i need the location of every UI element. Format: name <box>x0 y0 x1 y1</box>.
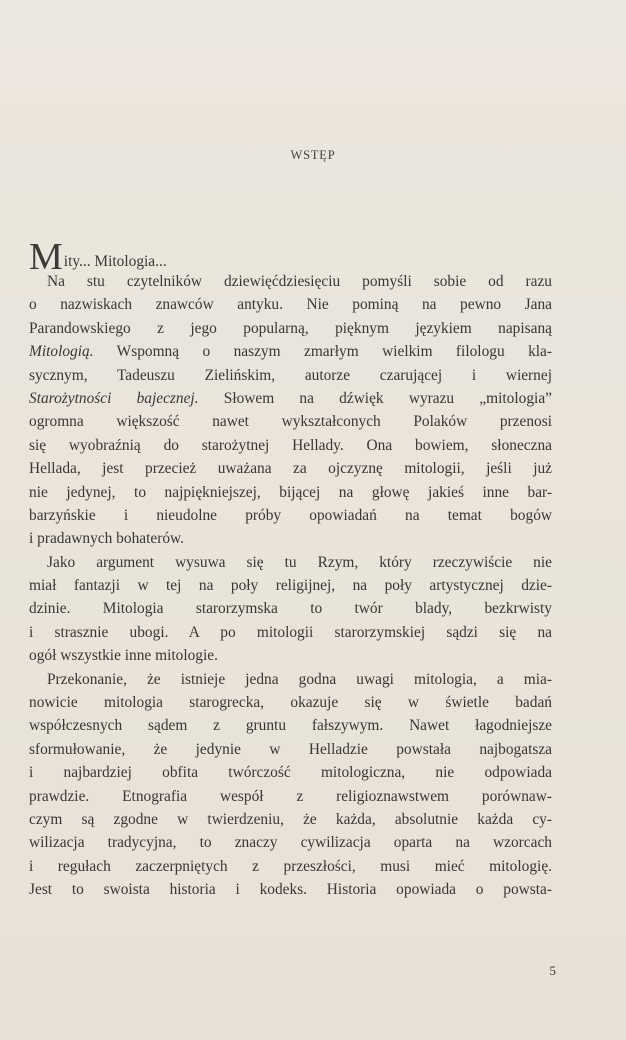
line-text: sycznym, Tadeuszu Zielińskim, autorze czarującej i wiernej <box>29 366 552 384</box>
text-line <box>29 738 552 761</box>
text-line <box>29 527 552 550</box>
page-number: 5 <box>549 963 556 978</box>
italic-title-text: Starożytności bajecznej. <box>29 389 199 407</box>
line-text: nie jedynej, to najpiękniejszej, bijącej na głowę jakieś inne bar- <box>29 483 552 501</box>
line-text: Słowem na dźwięk wyrazu „mitologia” <box>198 389 552 407</box>
line-text: się wyobraźnią do starożytnej Hellady. Ona bowiem, słoneczna <box>29 436 552 454</box>
line-text: Jako argument wysuwa się tu Rzym, który rzeczywiście nie <box>47 553 552 571</box>
text-line <box>29 597 552 620</box>
text-line <box>29 239 552 270</box>
text-line <box>29 481 552 504</box>
line-text: współczesnych sądem z gruntu fałszywym. Nawet łagodniejsze <box>29 717 552 735</box>
text-line <box>29 387 552 410</box>
line-text: prawdzie. Etnografia wespół z religioznawstwem porównaw- <box>29 787 552 805</box>
line-text: i pradawnych bohaterów. <box>29 530 184 548</box>
text-line <box>29 761 552 784</box>
text-line <box>29 831 552 854</box>
text-line <box>29 410 552 433</box>
line-text: nowicie mitologia starogrecka, okazuje się w świetle badań <box>29 694 552 712</box>
text-line <box>29 551 552 574</box>
line-text: ogół wszystkie inne mitologie. <box>29 647 218 665</box>
line-text: i strasznie ubogi. A po mitologii starorzymskiej sądzi się na <box>29 623 552 641</box>
text-line <box>29 574 552 597</box>
line-text: Przekonanie, że istnieje jedna godna uwagi mitologia, a mia- <box>47 670 552 688</box>
text-line <box>29 714 552 737</box>
line-text: ogromna większość nawet wykształconych Polaków przenosi <box>29 413 552 431</box>
line-text: dzinie. Mitologia starorzymska to twór blady, bezkrwisty <box>29 600 552 618</box>
line-text: ity... Mitologia... <box>63 253 167 270</box>
text-line <box>29 808 552 831</box>
text-line <box>29 644 552 667</box>
line-text: Na stu czytelników dziewięćdziesięciu pomyśli sobie od razu <box>47 273 552 290</box>
line-text: i najbardziej obfita twórczość mitologiczna, nie odpowiada <box>29 764 552 782</box>
line-text: i regułach zaczerpniętych z przeszłości, musi mieć mitologię. <box>29 857 552 875</box>
text-line <box>29 270 552 293</box>
line-text: miał fantazji w tej na poły religijnej, na poły artystycznej dzie- <box>29 577 552 595</box>
line-text: czym są zgodne w twierdzeniu, że każda, absolutnie każda cy- <box>29 810 552 828</box>
line-text: sformułowanie, że jedynie w Helladzie powstała najbogatsza <box>29 740 552 758</box>
text-line <box>29 340 552 363</box>
line-text: Wspomną o naszym zmarłym wielkim filologu kla- <box>93 343 552 361</box>
text-line <box>29 457 552 480</box>
text-line <box>29 504 552 527</box>
text-line <box>29 878 552 901</box>
text-line <box>29 317 552 340</box>
body-text <box>29 239 552 902</box>
text-line <box>29 621 552 644</box>
text-line <box>29 293 552 316</box>
line-text: Parandowskiego z jego popularną, pięknym językiem napisaną <box>29 319 552 337</box>
line-text: wilizacja tradycyjna, to znaczy cywilizacja oparta na wzorcach <box>29 834 552 852</box>
line-text: Jest to swoista historia i kodeks. Historia opowiada o powsta- <box>29 881 552 899</box>
line-text: Hellada, jest przecież uważana za ojczyznę mitologii, jeśli już <box>29 460 552 478</box>
text-line <box>29 855 552 878</box>
text-line <box>29 434 552 457</box>
text-line <box>29 691 552 714</box>
line-text: o nazwiskach znawców antyku. Nie pominą na pewno Jana <box>29 296 552 314</box>
italic-title-text: Mitologią. <box>29 343 94 361</box>
text-line <box>29 785 552 808</box>
drop-cap: M <box>29 239 63 270</box>
line-text: barzyńskie i nieudolne próby opowiadań na temat bogów <box>29 506 552 524</box>
text-line <box>29 668 552 691</box>
chapter-heading: WSTĘP <box>290 148 336 162</box>
text-line <box>29 364 552 387</box>
